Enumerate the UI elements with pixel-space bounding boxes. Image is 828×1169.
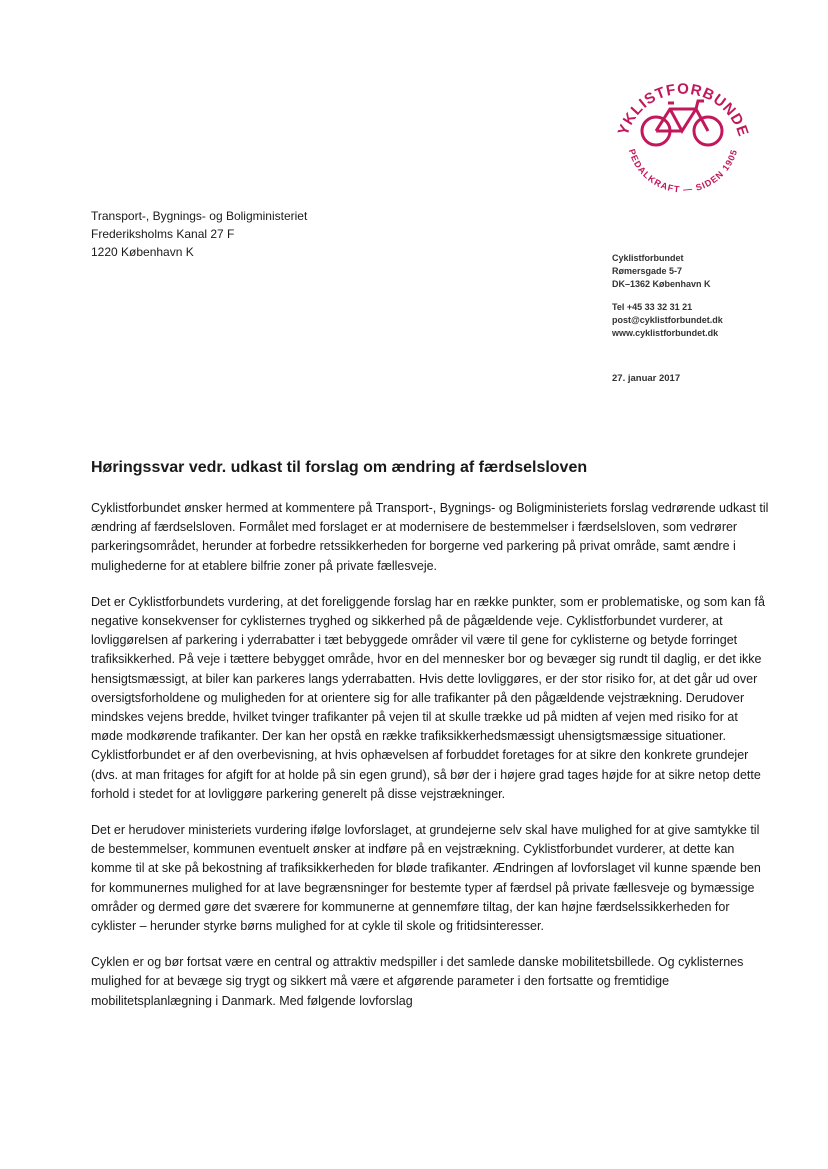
sender-email: post@cyklistforbundet.dk: [612, 315, 723, 325]
recipient-address: [91, 207, 307, 261]
sender-address: [612, 252, 723, 340]
cyklistforbundet-logo: [608, 55, 758, 205]
letter-body: [91, 499, 771, 1028]
recipient-line: Transport-, Bygnings- og Boligministeriet: [91, 209, 308, 223]
recipient-line: 1220 København K: [91, 245, 194, 259]
recipient-line: Frederiksholms Kanal 27 F: [91, 227, 235, 241]
logo-seal: [608, 55, 758, 205]
letter-title: Høringssvar vedr. udkast til forslag om ændring af færdselsloven: [91, 459, 588, 476]
sender-city: DK–1362 København K: [612, 279, 711, 289]
sender-street: Rømersgade 5-7: [612, 266, 683, 276]
bicycle-icon: [642, 101, 722, 145]
body-paragraph: Det er Cyklistforbundets vurdering, at det foreliggende forslag har en række punkter, som er problematiske, og som kan få negative konsekvenser for cyklisternes tryghed og sikkerhed på de pågældende veje. Cyklistforbundet vurderer, at lovliggørelsen af parkering i yderrabatter i tæt bebyggede områder vil være til gene for cyklisterne og betyde forringet trafiksikkerhed. På veje i tættere bebygget område, hvor en del mennesker bor og bevæger sig rundt til daglig, er det ikke hensigtsmæssigt, at biler kan parkeres langs yderrabatten. Hvis dette lovliggøres, er der stor risiko for, at det går ud over oversigtsforholdene og muligheden for at orientere sig for alle trafikanter på den pågældende vejstrækning. Derudover mindskes vejens bredde, hvilket tvinger trafikanter på vejen til at skulle trække ud på midten af vejen med risiko for at møde modkørende trafikanter. Der kan her opstå en række trafiksikkerhedsmæssigt uhensigtsmæssige situationer. Cyklistforbundet er af den overbevisning, at hvis ophævelsen af forbuddet foretages for at sikre den konkrete grundejer (dvs. at man fritages for afgift for at holde på sin egen grund), så bør der i højere grad tages højde for at sikre netop dette forhold i stedet for at lovliggøre parkering generelt på disse vejstrækninger.: [91, 594, 765, 801]
logo-name-text: YKLISTFORBUNDE: [614, 80, 752, 140]
logo-tagline-text: PEDALKRAFT — SIDEN 1905: [626, 147, 740, 195]
letter-date: 27. januar 2017: [612, 373, 681, 384]
sender-phone: Tel +45 33 32 31 21: [612, 302, 693, 312]
body-paragraph: Det er herudover ministeriets vurdering ifølge lovforslaget, at grundejerne selv skal have mulighed for at give samtykke til de bestemmelser, kommunen eventuelt ønsker at indføre på en vejstrækning. Cyklistforbundet vurderer, at dette kan komme til at ske på bekostning af trafiksikkerheden for bløde trafikanter. Ændringen af lovforslaget vil kunne spænde ben for kommunernes mulighed for at lave begrænsninger for bestemte typer af færdsel på private fællesveje og bymæssige områder og dermed gøre det sværere for kommunerne at gennemføre tiltag, der kan højne færdselssikkerheden for cyklister – herunder styrke børns mulighed for at cykle til skole og fritidsinteresser.: [91, 823, 761, 934]
body-paragraph: Cyklen er og bør fortsat være en central og attraktiv medspiller i det samlede danske mobilitetsbillede. Og cyklisternes mulighed for at bevæge sig trygt og sikkert må være et afgørende parameter i den fortsatte og fremtidige mobilitetsplanlægning i Danmark. Med følgende lovforslag: [91, 955, 744, 1008]
sender-web: www.cyklistforbundet.dk: [612, 328, 719, 338]
body-paragraph: Cyklistforbundet ønsker hermed at kommentere på Transport-, Bygnings- og Boligministeriets forslag vedrørende udkast til ændring af færdselsloven. Formålet med forslaget er at modernisere de bestemmelser i færdselsloven, som vedrører parkeringsområdet, herunder at forbedre retssikkerheden for borgerne ved parkering på privat område, samt ændre i mulighederne for at etablere bilfrie zoner på private fællesveje.: [91, 501, 769, 573]
sender-name: Cyklistforbundet: [612, 253, 684, 263]
